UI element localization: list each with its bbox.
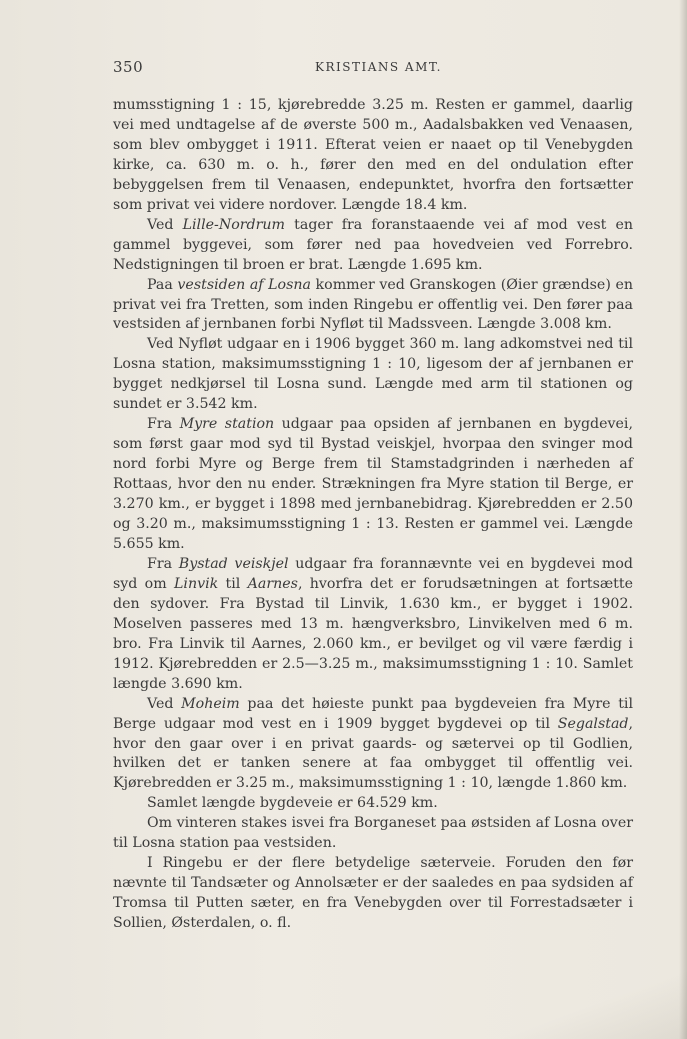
text-run: til (218, 575, 248, 592)
text-run: Ved Nyfløt udgaar en i 1906 bygget 360 m. lang adkomstvei ned til Losna station, maksimumsstigning 1 : 10, ligesom der af jernbanen er bygget nedkjørsel til Losna sund. Længde med arm til stationen og sundet er 3.542 km. (113, 336, 633, 413)
text-run: paa det høieste punkt paa bygdeveien fra Myre til Berge udgaar mod vest en i 1909 bygget bygdevei op til (113, 695, 633, 732)
place-name: Linvik (173, 575, 219, 592)
running-title: KRISTIANS AMT. (315, 60, 442, 74)
place-name: Bystad veiskjel (178, 555, 289, 572)
text-run: Fra (147, 416, 180, 433)
place-name: Lille-Nordrum (182, 216, 286, 233)
paragraph (113, 555, 633, 695)
place-name: Moheim (181, 695, 240, 712)
place-name: Myre station (179, 416, 275, 433)
text-run: Om vinteren stakes isvei fra Borganeset paa østsiden af Losna over til Losna station paa vestsiden. (113, 815, 633, 852)
paragraph (113, 695, 633, 795)
paragraph (113, 794, 633, 814)
text-run: kommer ved Granskogen (Øier grændse) en privat vei fra Tretten, som inden Ringebu er offentlig vei. Den fører paa vestsiden af jernbanen forbi Nyfløt til Madssveen. Længde 3.008 km. (113, 276, 633, 333)
paragraph (113, 415, 633, 555)
paragraph (113, 854, 633, 934)
page-header (113, 58, 633, 78)
text-run: Ved (147, 695, 182, 712)
text-run: mumsstigning 1 : 15, kjørebredde 3.25 m. Resten er gammel, daarlig vei med undtagelse af de øverste 500 m., Aadalsbakken ved Venaasen, som blev ombygget i 1911. Efterat veien er naaet op til Venebygden kirke, ca. 630 m. o. h., fører den med en del ondulation efter bebyggelsen frem til Venaasen, endepunktet, hvorfra den fortsætter som privat vei videre nordover. Længde 18.4 km. (113, 97, 633, 213)
text-run: Samlet længde bygdeveie er 64.529 km. (147, 795, 438, 812)
text-run: , hvorfra det er forudsætningen at fortsætte den sydover. Fra Bystad til Linvik, 1.630 km., er bygget i 1902. Moselven passeres med 13 m. hængverksbro, Linvikelven med 6 m. bro. Fra Linvik til Aarnes, 2.060 km., er bevilget og vil være færdig i 1912. Kjørebredden er 2.5—3.25 m., maksimumsstigning 1 : 10. Samlet længde 3.690 km. (113, 575, 633, 692)
paragraph (113, 335, 633, 415)
page-edge-shadow (679, 0, 687, 1039)
text-run: tager fra foranstaaende vei af mod vest en gammel byggevei, som fører ned paa hovedveien ved Forrebro. Nedstigningen til broen er brat. Længde 1.695 km. (113, 216, 633, 273)
paper-discoloration (457, 969, 687, 1039)
paragraph (113, 814, 633, 854)
text-run: Ved (147, 216, 183, 233)
place-name: Aarnes (247, 575, 298, 592)
text-run: udgaar paa opsiden af jernbanen en bygdevei, som først gaar mod syd til Bystad veiskjel, hvorpaa den svinger mod nord forbi Myre og Berge frem til Stamstadgrinden i nærheden af Rottaas, hvor den nu ender. Strækningen fra Myre station til Berge, er 3.270 km., er bygget i 1898 med jernbanebidrag. Kjørebredden er 2.50 og 3.20 m., maksimumsstigning 1 : 13. Resten er gammel vei. Længde 5.655 km. (113, 416, 633, 552)
paragraph (113, 276, 633, 336)
paragraph (113, 96, 633, 216)
place-name: Segalstad (557, 715, 629, 732)
paragraph (113, 216, 633, 276)
body-text (113, 96, 633, 934)
text-run: I Ringebu er der flere betydelige sæterveie. Foruden den før nævnte til Tandsæter og Annolsæter er der saaledes en paa sydsiden af Tromsa til Putten sæter, en fra Venebygden over til Forrestadsæter i Sollien, Østerdalen, o. fl. (113, 855, 633, 932)
text-run: Fra (147, 555, 179, 572)
page-number: 350 (113, 58, 144, 76)
text-run: Paa (147, 276, 178, 293)
text-run: udgaar fra forannævnte vei en bygdevei mod syd om (113, 555, 633, 592)
place-name: vestsiden af Losna (177, 276, 311, 293)
text-run: , hvor den gaar over i en privat gaards- og sætervei op til Godlien, hvilken det er tanken senere at faa ombygget til offentlig vei. Kjørebredden er 3.25 m., maksimumsstigning 1 : 10, længde 1.860 km. (113, 715, 633, 792)
